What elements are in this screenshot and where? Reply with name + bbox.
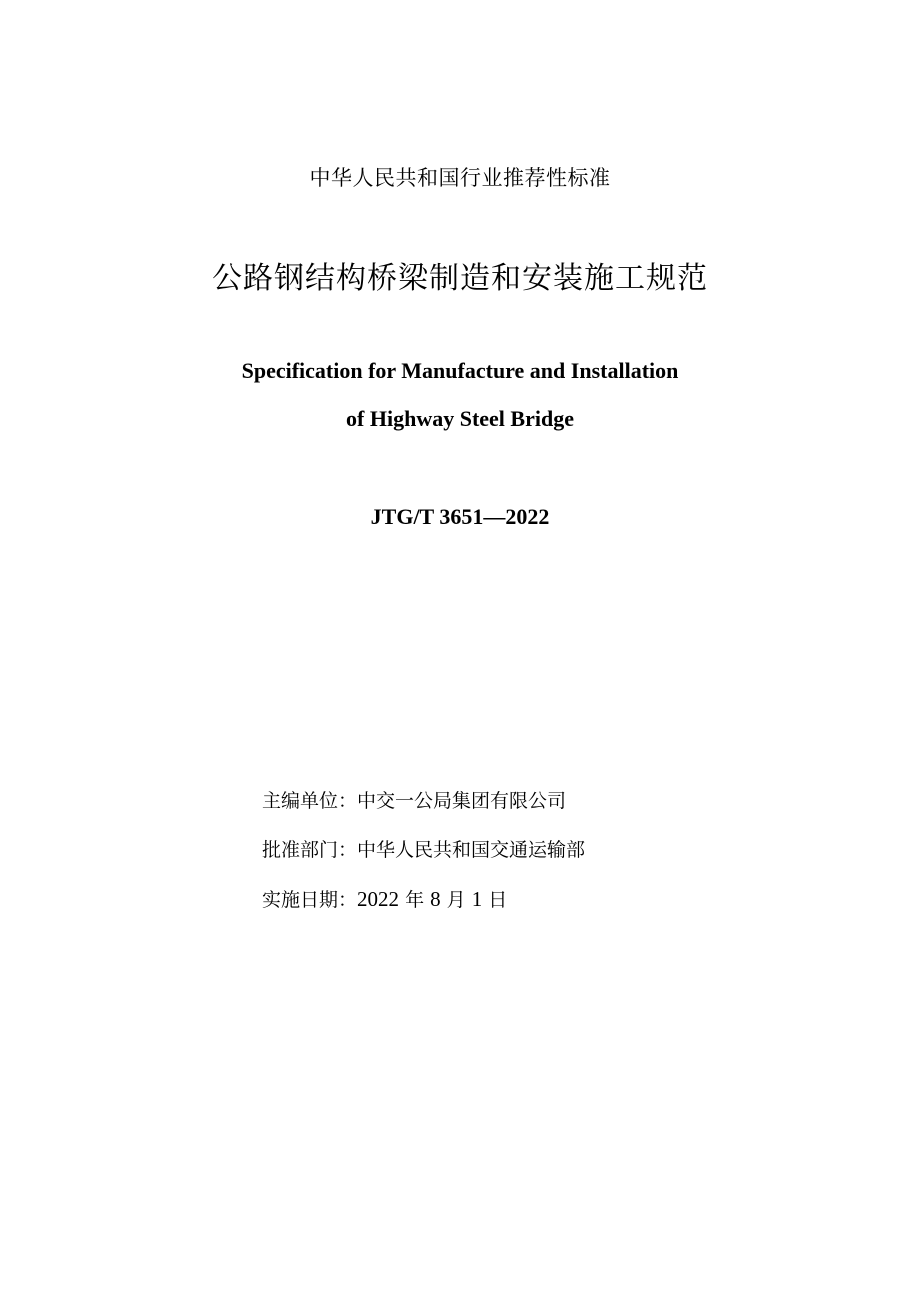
editor-row bbox=[262, 786, 585, 835]
standard-category: 中华人民共和国行业推荐性标准 bbox=[309, 166, 611, 190]
date-year-unit: 年 bbox=[405, 889, 425, 911]
effective-date-row bbox=[262, 884, 585, 933]
editor-value: 中交一公局集团有限公司 bbox=[357, 790, 567, 812]
approver-value: 中华人民共和国交通运输部 bbox=[357, 839, 586, 861]
title-chinese: 公路钢结构桥梁制造和安装施工规范 bbox=[212, 261, 708, 296]
date-day-unit: 日 bbox=[488, 889, 508, 911]
publication-info bbox=[262, 786, 585, 933]
date-day: 1 bbox=[471, 887, 483, 911]
approver-label: 批准部门： bbox=[262, 839, 358, 861]
date-year: 2022 bbox=[357, 887, 400, 911]
approver-row bbox=[262, 835, 585, 884]
title-english-line-2: of Highway Steel Bridge bbox=[346, 406, 574, 431]
date-month-unit: 月 bbox=[446, 889, 466, 911]
title-english-line-1: Specification for Manufacture and Installation bbox=[241, 358, 679, 383]
date-label: 实施日期： bbox=[262, 889, 358, 911]
standard-code: JTG/T 3651—2022 bbox=[370, 504, 550, 529]
date-month: 8 bbox=[430, 887, 441, 911]
editor-label: 主编单位： bbox=[262, 790, 358, 812]
